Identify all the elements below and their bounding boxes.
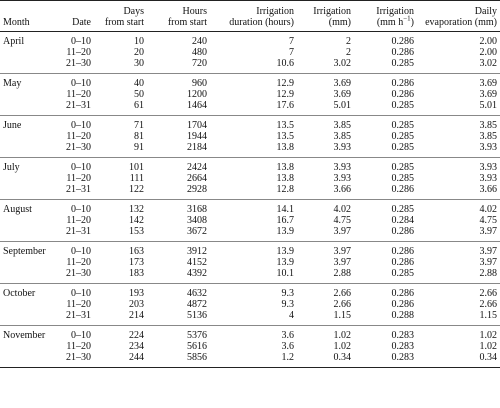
table-row <box>0 47 500 58</box>
month-name: August <box>3 203 32 215</box>
days-value: 142 <box>129 214 144 226</box>
header-month: Month <box>0 1 56 32</box>
duration-value: 7 <box>289 46 294 58</box>
evaporation-value: 0.34 <box>479 351 497 363</box>
rate-value: 0.285 <box>391 203 414 215</box>
rate-value: 0.283 <box>391 340 414 352</box>
hours-value: 240 <box>192 35 207 47</box>
month-group <box>0 158 500 200</box>
evaporation-value: 4.75 <box>479 214 497 226</box>
irrigation-value: 3.97 <box>333 256 351 268</box>
table-row <box>0 242 500 258</box>
days-value: 91 <box>134 141 144 153</box>
table-row <box>0 299 500 310</box>
hours-value: 4152 <box>187 256 207 268</box>
duration-value: 9.3 <box>281 287 294 299</box>
date-range: 0–10 <box>71 287 91 299</box>
evaporation-value: 1.02 <box>479 340 497 352</box>
duration-value: 13.9 <box>276 245 294 257</box>
hours-value: 2184 <box>187 141 207 153</box>
evaporation-value: 3.97 <box>479 225 497 237</box>
table-row <box>0 100 500 116</box>
rate-value: 0.284 <box>391 214 414 226</box>
duration-value: 13.5 <box>276 130 294 142</box>
days-value: 81 <box>134 130 144 142</box>
date-range: 11–20 <box>66 130 91 142</box>
irrigation-value: 4.02 <box>333 203 351 215</box>
duration-value: 13.9 <box>276 256 294 268</box>
hours-value: 1704 <box>187 119 207 131</box>
date-range: 21–30 <box>66 57 91 69</box>
irrigation-value: 3.93 <box>333 172 351 184</box>
duration-value: 13.8 <box>276 141 294 153</box>
evaporation-value: 2.66 <box>479 287 497 299</box>
evaporation-value: 4.02 <box>479 203 497 215</box>
date-range: 11–20 <box>66 214 91 226</box>
evaporation-value: 2.66 <box>479 298 497 310</box>
days-value: 111 <box>129 172 144 184</box>
header-date: Date <box>56 1 94 32</box>
hours-value: 5616 <box>187 340 207 352</box>
rate-value: 0.286 <box>391 183 414 195</box>
evaporation-value: 5.01 <box>479 99 497 111</box>
rate-value: 0.286 <box>391 225 414 237</box>
rate-value: 0.286 <box>391 245 414 257</box>
hours-value: 4632 <box>187 287 207 299</box>
date-range: 0–10 <box>71 329 91 341</box>
month-name: April <box>3 35 25 47</box>
irrigation-value: 0.34 <box>333 351 351 363</box>
days-value: 71 <box>134 119 144 131</box>
table-row <box>0 131 500 142</box>
month-name: June <box>3 119 22 131</box>
duration-value: 10.6 <box>276 57 294 69</box>
days-value: 193 <box>129 287 144 299</box>
table-row <box>0 268 500 284</box>
evaporation-value: 1.02 <box>479 329 497 341</box>
days-value: 163 <box>129 245 144 257</box>
date-range: 21–30 <box>66 267 91 279</box>
evaporation-value: 3.02 <box>479 57 497 69</box>
table-row <box>0 89 500 100</box>
evaporation-value: 3.93 <box>479 141 497 153</box>
irrigation-value: 3.69 <box>333 77 351 89</box>
table-row <box>0 257 500 268</box>
days-value: 61 <box>134 99 144 111</box>
days-value: 40 <box>134 77 144 89</box>
date-range: 0–10 <box>71 161 91 173</box>
days-value: 50 <box>134 88 144 100</box>
month-group <box>0 74 500 116</box>
rate-value: 0.286 <box>391 35 414 47</box>
table-row <box>0 74 500 90</box>
days-value: 234 <box>129 340 144 352</box>
duration-value: 17.6 <box>276 99 294 111</box>
duration-value: 4 <box>289 309 294 321</box>
duration-value: 13.9 <box>276 225 294 237</box>
rate-value: 0.283 <box>391 351 414 363</box>
month-group <box>0 284 500 326</box>
evaporation-value: 2.00 <box>479 46 497 58</box>
rate-value: 0.285 <box>391 130 414 142</box>
irrigation-value: 3.97 <box>333 225 351 237</box>
hours-value: 5376 <box>187 329 207 341</box>
rate-value: 0.286 <box>391 77 414 89</box>
table-row <box>0 215 500 226</box>
rate-value: 0.285 <box>391 99 414 111</box>
month-name: September <box>3 245 46 257</box>
duration-value: 3.6 <box>281 340 294 352</box>
hours-value: 5136 <box>187 309 207 321</box>
date-range: 0–10 <box>71 35 91 47</box>
hours-value: 4872 <box>187 298 207 310</box>
irrigation-value: 2 <box>346 35 351 47</box>
month-name: May <box>3 77 22 89</box>
evaporation-value: 3.97 <box>479 256 497 268</box>
date-range: 21–31 <box>66 309 91 321</box>
rate-value: 0.285 <box>391 267 414 279</box>
date-range: 21–30 <box>66 141 91 153</box>
hours-value: 3408 <box>187 214 207 226</box>
duration-value: 12.9 <box>276 88 294 100</box>
date-range: 11–20 <box>66 298 91 310</box>
days-value: 173 <box>129 256 144 268</box>
rate-value: 0.285 <box>391 57 414 69</box>
hours-value: 5856 <box>187 351 207 363</box>
rate-value: 0.285 <box>391 119 414 131</box>
rate-value: 0.285 <box>391 172 414 184</box>
date-range: 11–20 <box>66 46 91 58</box>
irrigation-value: 3.69 <box>333 88 351 100</box>
hours-value: 2664 <box>187 172 207 184</box>
rate-value: 0.286 <box>391 298 414 310</box>
evaporation-value: 3.85 <box>479 119 497 131</box>
date-range: 0–10 <box>71 203 91 215</box>
rate-value: 0.286 <box>391 88 414 100</box>
rate-value: 0.288 <box>391 309 414 321</box>
irrigation-value: 2 <box>346 46 351 58</box>
month-group <box>0 200 500 242</box>
hours-value: 3672 <box>187 225 207 237</box>
days-value: 153 <box>129 225 144 237</box>
rate-value: 0.286 <box>391 287 414 299</box>
date-range: 0–10 <box>71 77 91 89</box>
evaporation-value: 2.88 <box>479 267 497 279</box>
month-group <box>0 32 500 74</box>
table-row <box>0 142 500 158</box>
evaporation-value: 3.85 <box>479 130 497 142</box>
irrigation-value: 5.01 <box>333 99 351 111</box>
evaporation-value: 3.66 <box>479 183 497 195</box>
month-group <box>0 326 500 368</box>
date-range: 11–20 <box>66 340 91 352</box>
days-value: 214 <box>129 309 144 321</box>
irrigation-value: 3.85 <box>333 130 351 142</box>
table-row <box>0 200 500 216</box>
table-row <box>0 326 500 342</box>
header-irrigation-mm: Irrigation (mm) <box>297 1 354 32</box>
irrigation-value: 3.85 <box>333 119 351 131</box>
duration-value: 3.6 <box>281 329 294 341</box>
rate-value: 0.286 <box>391 256 414 268</box>
table-row <box>0 173 500 184</box>
irrigation-value: 1.02 <box>333 329 351 341</box>
duration-value: 12.8 <box>276 183 294 195</box>
hours-value: 1944 <box>187 130 207 142</box>
month-name: October <box>3 287 36 299</box>
duration-value: 10.1 <box>276 267 294 279</box>
duration-value: 12.9 <box>276 77 294 89</box>
hours-value: 2424 <box>187 161 207 173</box>
irrigation-value: 1.02 <box>333 340 351 352</box>
date-range: 11–20 <box>66 256 91 268</box>
rate-value: 0.283 <box>391 329 414 341</box>
days-value: 224 <box>129 329 144 341</box>
date-range: 11–20 <box>66 88 91 100</box>
days-value: 20 <box>134 46 144 58</box>
month-group <box>0 116 500 158</box>
days-value: 203 <box>129 298 144 310</box>
days-value: 122 <box>129 183 144 195</box>
days-value: 10 <box>134 35 144 47</box>
irrigation-value: 2.88 <box>333 267 351 279</box>
date-range: 0–10 <box>71 245 91 257</box>
evaporation-value: 2.00 <box>479 35 497 47</box>
duration-value: 7 <box>289 35 294 47</box>
header-hours-from-start: Hours from start <box>147 1 210 32</box>
date-range: 21–31 <box>66 183 91 195</box>
header-irrigation-duration: Irrigation duration (hours) <box>210 1 297 32</box>
evaporation-value: 1.15 <box>479 309 497 321</box>
hours-value: 480 <box>192 46 207 58</box>
duration-value: 13.8 <box>276 172 294 184</box>
duration-value: 13.5 <box>276 119 294 131</box>
irrigation-value: 1.15 <box>333 309 351 321</box>
hours-value: 720 <box>192 57 207 69</box>
evaporation-value: 3.93 <box>479 161 497 173</box>
duration-value: 14.1 <box>276 203 294 215</box>
evaporation-value: 3.97 <box>479 245 497 257</box>
hours-value: 960 <box>192 77 207 89</box>
date-range: 21–31 <box>66 225 91 237</box>
days-value: 244 <box>129 351 144 363</box>
days-value: 30 <box>134 57 144 69</box>
table-row <box>0 341 500 352</box>
irrigation-value: 2.66 <box>333 298 351 310</box>
date-range: 0–10 <box>71 119 91 131</box>
days-value: 101 <box>129 161 144 173</box>
hours-value: 4392 <box>187 267 207 279</box>
irrigation-value: 3.97 <box>333 245 351 257</box>
table-row <box>0 184 500 200</box>
duration-value: 1.2 <box>281 351 294 363</box>
header-days-from-start: Days from start <box>94 1 147 32</box>
duration-value: 16.7 <box>276 214 294 226</box>
irrigation-value: 3.02 <box>333 57 351 69</box>
table-row <box>0 58 500 74</box>
hours-value: 3168 <box>187 203 207 215</box>
month-name: November <box>3 329 46 341</box>
hours-value: 3912 <box>187 245 207 257</box>
table-row <box>0 158 500 174</box>
irrigation-value: 4.75 <box>333 214 351 226</box>
days-value: 183 <box>129 267 144 279</box>
month-group <box>0 242 500 284</box>
rate-value: 0.285 <box>391 161 414 173</box>
hours-value: 2928 <box>187 183 207 195</box>
header-daily-evaporation: Daily evaporation (mm) <box>417 1 500 32</box>
irrigation-value: 3.93 <box>333 161 351 173</box>
evaporation-value: 3.69 <box>479 77 497 89</box>
table-row <box>0 352 500 368</box>
hours-value: 1464 <box>187 99 207 111</box>
month-name: July <box>3 161 20 173</box>
irrigation-value: 3.93 <box>333 141 351 153</box>
table-row <box>0 310 500 326</box>
date-range: 21–30 <box>66 351 91 363</box>
days-value: 132 <box>129 203 144 215</box>
table-row <box>0 116 500 132</box>
evaporation-value: 3.69 <box>479 88 497 100</box>
table-row <box>0 32 500 48</box>
rate-value: 0.286 <box>391 46 414 58</box>
table-header <box>0 1 500 32</box>
table-row <box>0 226 500 242</box>
hours-value: 1200 <box>187 88 207 100</box>
date-range: 21–31 <box>66 99 91 111</box>
date-range: 11–20 <box>66 172 91 184</box>
header-irrigation-rate: Irrigation (mm $h^{-1}$) <box>354 1 417 32</box>
irrigation-value: 2.66 <box>333 287 351 299</box>
irrigation-value: 3.66 <box>333 183 351 195</box>
duration-value: 13.8 <box>276 161 294 173</box>
table-row <box>0 284 500 300</box>
duration-value: 9.3 <box>281 298 294 310</box>
evaporation-value: 3.93 <box>479 172 497 184</box>
rate-value: 0.285 <box>391 141 414 153</box>
